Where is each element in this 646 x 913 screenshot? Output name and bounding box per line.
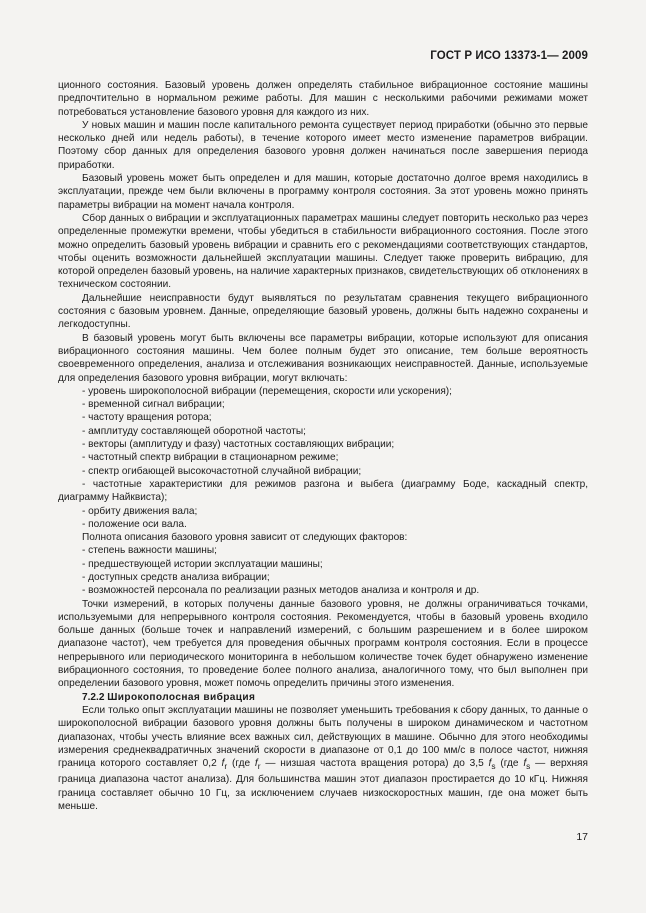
list-item: - предшествующей истории эксплуатации машины;: [82, 558, 323, 570]
list-item: - степень важности машины;: [82, 545, 217, 557]
paragraph-measurement-points: Точки измерений, в которых получены данные базового уровня, не должны ограничиваться точками, используемыми для непрерывного контроля состояния. Рекомендуется, чтобы в базовый уровень входило больше данных (больше точек и направлений измерений, с большим разрешением и в более широком диапазоне частот), чем требуется для проведения обычных программ контроля состояния. Если в процессе непрерывного или периодического мониторинга в небольшом количестве точек будет обнаружено изменение вибрационного состояния, то проведение более полного анализа, аналогичного тому, что был выполнен при определении базового уровня, может помочь определить причины этого изменения.: [58, 598, 588, 690]
paragraph-parameters: В базовый уровень могут быть включены все параметры вибрации, которые используют для описания вибрационного состояния машины. Чем более полным будет это описание, тем больше вероятность своевременного определения, анализа и отслеживания возникающих неисправностей. Данные, используемые для определения базового уровня вибрации, могут включать:: [58, 332, 588, 384]
list-item: - уровень широкополосной вибрации (перемещения, скорости или ускорения);: [82, 385, 452, 397]
list-item: - векторы (амплитуду и фазу) частотных составляющих вибрации;: [82, 439, 395, 451]
page-number: 17: [576, 831, 588, 843]
list-item: - доступных средств анализа вибрации;: [82, 571, 270, 583]
paragraph-existing-machines: Базовый уровень может быть определен и для машин, которые достаточно долгое время находились в эксплуатации, прежде чем были включены в программу контроля состояния. За этот уровень можно принять параметры вибрации на момент начала контроля.: [58, 173, 588, 211]
factors-intro: Полнота описания базового уровня зависит от следующих факторов:: [82, 532, 408, 544]
paragraph-continuation: ционного состояния. Базовый уровень должен определять стабильное вибрационное состояние машины предпочтительно в нормальном режиме работы. Для машин с несколькими рабочими режимами может потребоваться установление базового уровня для каждого из них.: [58, 80, 588, 118]
list-item: - частотные характеристики для режимов разгона и выбега (диаграмму Боде, каскадный спектр, диаграмму Найквиста);: [58, 478, 588, 504]
list-item: - временной сигнал вибрации;: [82, 399, 225, 411]
list-item: - орбиту движения вала;: [82, 505, 198, 517]
list-item: - возможностей персонала по реализации разных методов анализа и контроля и др.: [82, 585, 480, 597]
standard-header: ГОСТ Р ИСО 13373-1— 2009: [430, 50, 588, 62]
section-title: Широкополосная вибрация: [107, 691, 256, 703]
list-item: - положение оси вала.: [82, 518, 187, 530]
paragraph-broadband: Если только опыт эксплуатации машины не позволяет уменьшить требования к сбору данных, то данные о широкополосной вибрации базового уровня должны быть получены в широком динамическом и частотном диапазонах, чтобы учесть влияние всех важных сил, действующих в машине. Обычно для этого необходимы измерения среднеквадратичных значений скорости в диапазоне от 0,1 до 100 мм/с в полосе частот, нижняя граница которого составляет 0,2 $f_r$ (где $f_r$ — низшая частота вращения ротора) до 3,5 $f_s$ (где $f_s$ — верхняя граница диапазона частот анализа). Для большинства машин этот диапазон простирается до 10 кГц. Нижняя граница составляет обычно 10 Гц, за исключением случаев низкоскоростных машин, где она может быть меньше.: [58, 704, 588, 813]
paragraph-faults: Дальнейшие неисправности будут выявляться по результатам сравнения текущего вибрационного состояния с базовым уровнем. Данные, определяющие базовый уровень, должны быть надежно сохранены и легкодоступны.: [58, 292, 588, 331]
list-item: - частотный спектр вибрации в стационарном режиме;: [82, 452, 339, 464]
paragraph-break-in: У новых машин и машин после капитального ремонта существует период приработки (обычно это первые несколько дней или недель работы), в течение которого имеет место изменение параметров вибрации. Поэтому сбор данных для определения базового уровня должен начинаться после завершения периода приработки.: [58, 119, 588, 171]
main-text: [58, 79, 588, 813]
list-item: - спектр огибающей высокочастотной случайной вибрации;: [82, 465, 362, 477]
list-item: - частоту вращения ротора;: [82, 412, 212, 424]
paragraph-data-collection: Сбор данных о вибрации и эксплуатационных параметрах машины следует повторить несколько раз через определенные промежутки времени, чтобы убедиться в стабильности вибрационного состояния. После этого можно определить базовый уровень вибрации и сравнить его с рекомендациями соответствующих стандартов, чтобы оценить возможности дальнейшей эксплуатации машины. Следует также проверить вибрацию, для которой определен базовый уровень, на наличие характерных признаков, свидетельствующих об отклонениях в техническом состоянии.: [58, 212, 588, 291]
section-number: 7.2.2: [82, 691, 105, 703]
list-item: - амплитуду составляющей оборотной частоты;: [82, 425, 306, 437]
section-heading: [58, 691, 588, 704]
